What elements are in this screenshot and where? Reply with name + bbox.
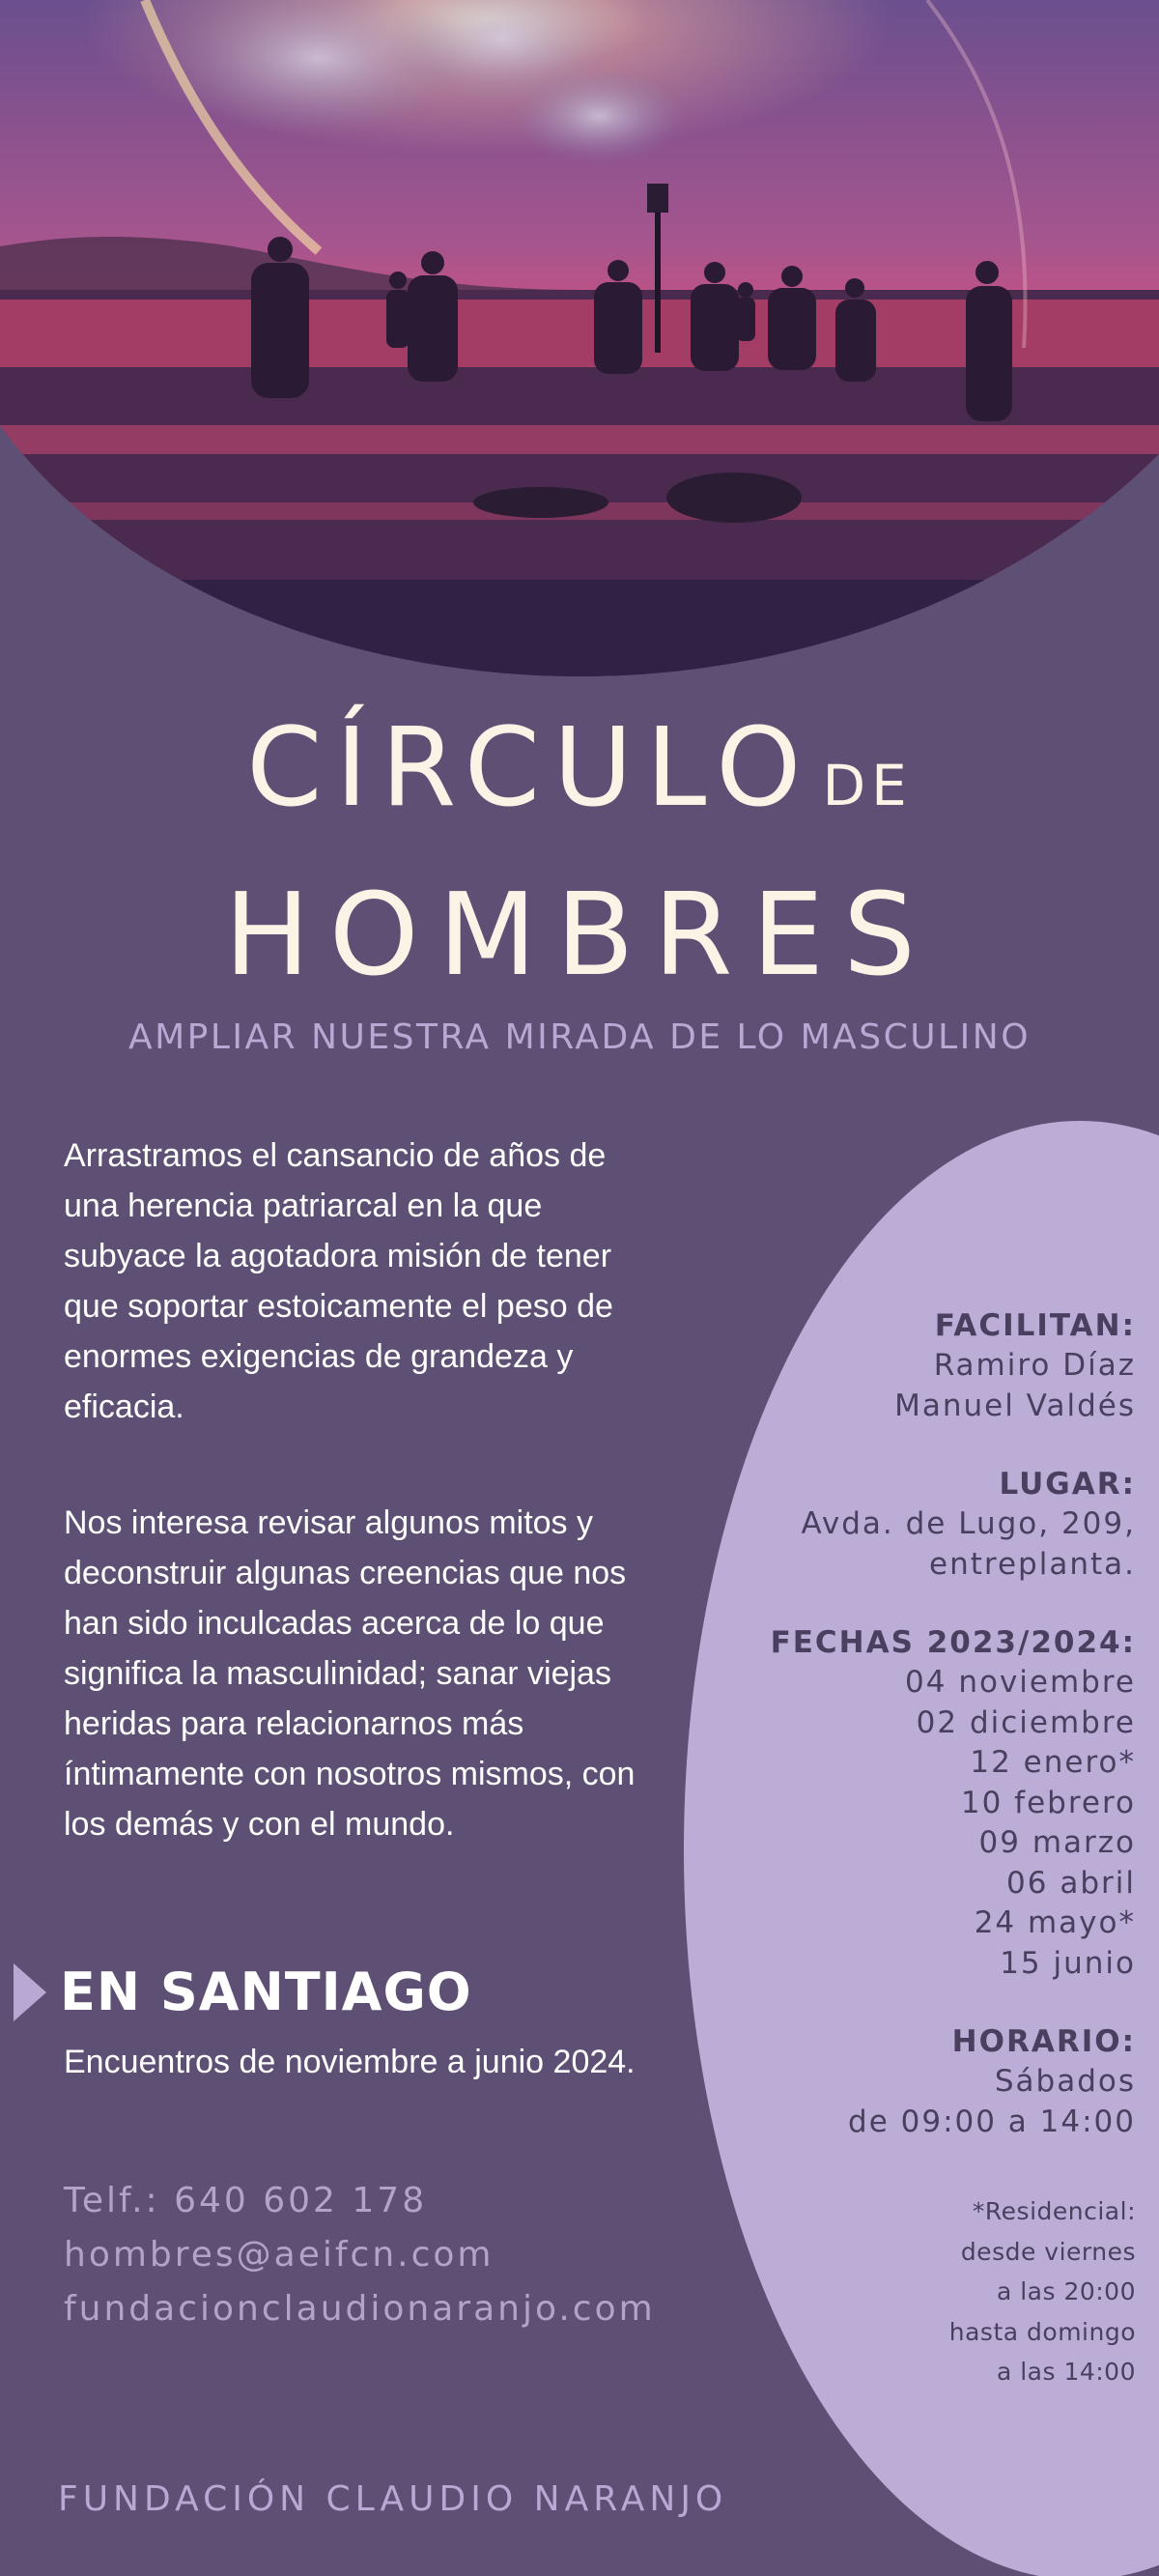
title-word-hombres: HOMBRES	[224, 868, 935, 1001]
note-line: hasta domingo	[948, 2317, 1136, 2346]
intro-paragraph-2: Nos interesa revisar algunos mitos y deconstruir algunas creencias que nos han sido inculcadas acerca de lo que significa la masculinidad; sanar viejas heridas para relacionarnos más íntimamente con nosotros mismos, con los demás y con el mundo.	[64, 1504, 636, 1843]
schedule-block	[711, 2022, 1136, 2142]
contact-website: fundacionclaudionaranjo.com	[64, 2289, 656, 2329]
contact-info	[64, 2174, 656, 2336]
note-line: desde viernes	[960, 2237, 1136, 2266]
schedule-label: HORARIO:	[951, 2024, 1136, 2059]
date-item: 24 mayo*	[974, 1905, 1136, 1940]
facilitator-name: Ramiro Díaz	[933, 1348, 1136, 1383]
facilitator-name: Manuel Valdés	[894, 1388, 1136, 1423]
note-line: a las 14:00	[996, 2358, 1136, 2386]
note-line: a las 20:00	[996, 2277, 1136, 2305]
place-block	[711, 1465, 1136, 1585]
schedule-time: de 09:00 a 14:00	[848, 2104, 1136, 2139]
poster-title	[0, 705, 1159, 1007]
title-line-1	[0, 705, 1159, 848]
title-word-circulo: CÍRCULO	[246, 705, 815, 831]
intro-paragraph-1: Arrastramos el cansancio de años de una herencia patriarcal en la que subyace la agotadora misión de tener que soportar estoicamente el peso de enormes exigencias de grandeza y eficacia.	[64, 1137, 613, 1425]
dates-label: FECHAS 2023/2024:	[770, 1625, 1136, 1660]
place-address: Avda. de Lugo, 209,	[801, 1506, 1136, 1541]
location-heading-text: EN SANTIAGO	[60, 1961, 472, 2022]
date-item: 04 noviembre	[905, 1665, 1136, 1700]
meetings-period: Encuentros de noviembre a junio 2024.	[64, 2044, 636, 2080]
hero-photo	[0, 0, 1159, 676]
residential-note	[949, 2191, 1136, 2392]
facilitators-block	[711, 1306, 1136, 1426]
date-item: 06 abril	[1006, 1865, 1136, 1901]
date-item: 10 febrero	[960, 1785, 1136, 1820]
location-heading	[14, 1961, 472, 2022]
subtitle: AMPLIAR NUESTRA MIRADA DE LO MASCULINO	[127, 1017, 1032, 1057]
foundation-name: FUNDACIÓN CLAUDIO NARANJO	[58, 2479, 728, 2519]
contact-email: hombres@aeifcn.com	[64, 2235, 495, 2275]
note-line: *Residencial:	[972, 2197, 1136, 2225]
contact-phone: Telf.: 640 602 178	[64, 2181, 428, 2220]
schedule-day: Sábados	[994, 2064, 1136, 2099]
date-item: 02 diciembre	[916, 1704, 1136, 1740]
date-item: 09 marzo	[978, 1825, 1136, 1860]
dates-block	[711, 1623, 1136, 1984]
date-item: 12 enero*	[970, 1745, 1136, 1780]
event-details	[711, 1306, 1136, 2181]
date-item: 15 junio	[1000, 1945, 1136, 1981]
place-address-detail: entreplanta.	[929, 1546, 1136, 1582]
place-label: LUGAR:	[999, 1467, 1136, 1502]
facilitators-label: FACILITAN:	[934, 1308, 1136, 1343]
triangle-arrow-icon	[14, 1963, 46, 2021]
title-word-de: DE	[822, 753, 913, 818]
